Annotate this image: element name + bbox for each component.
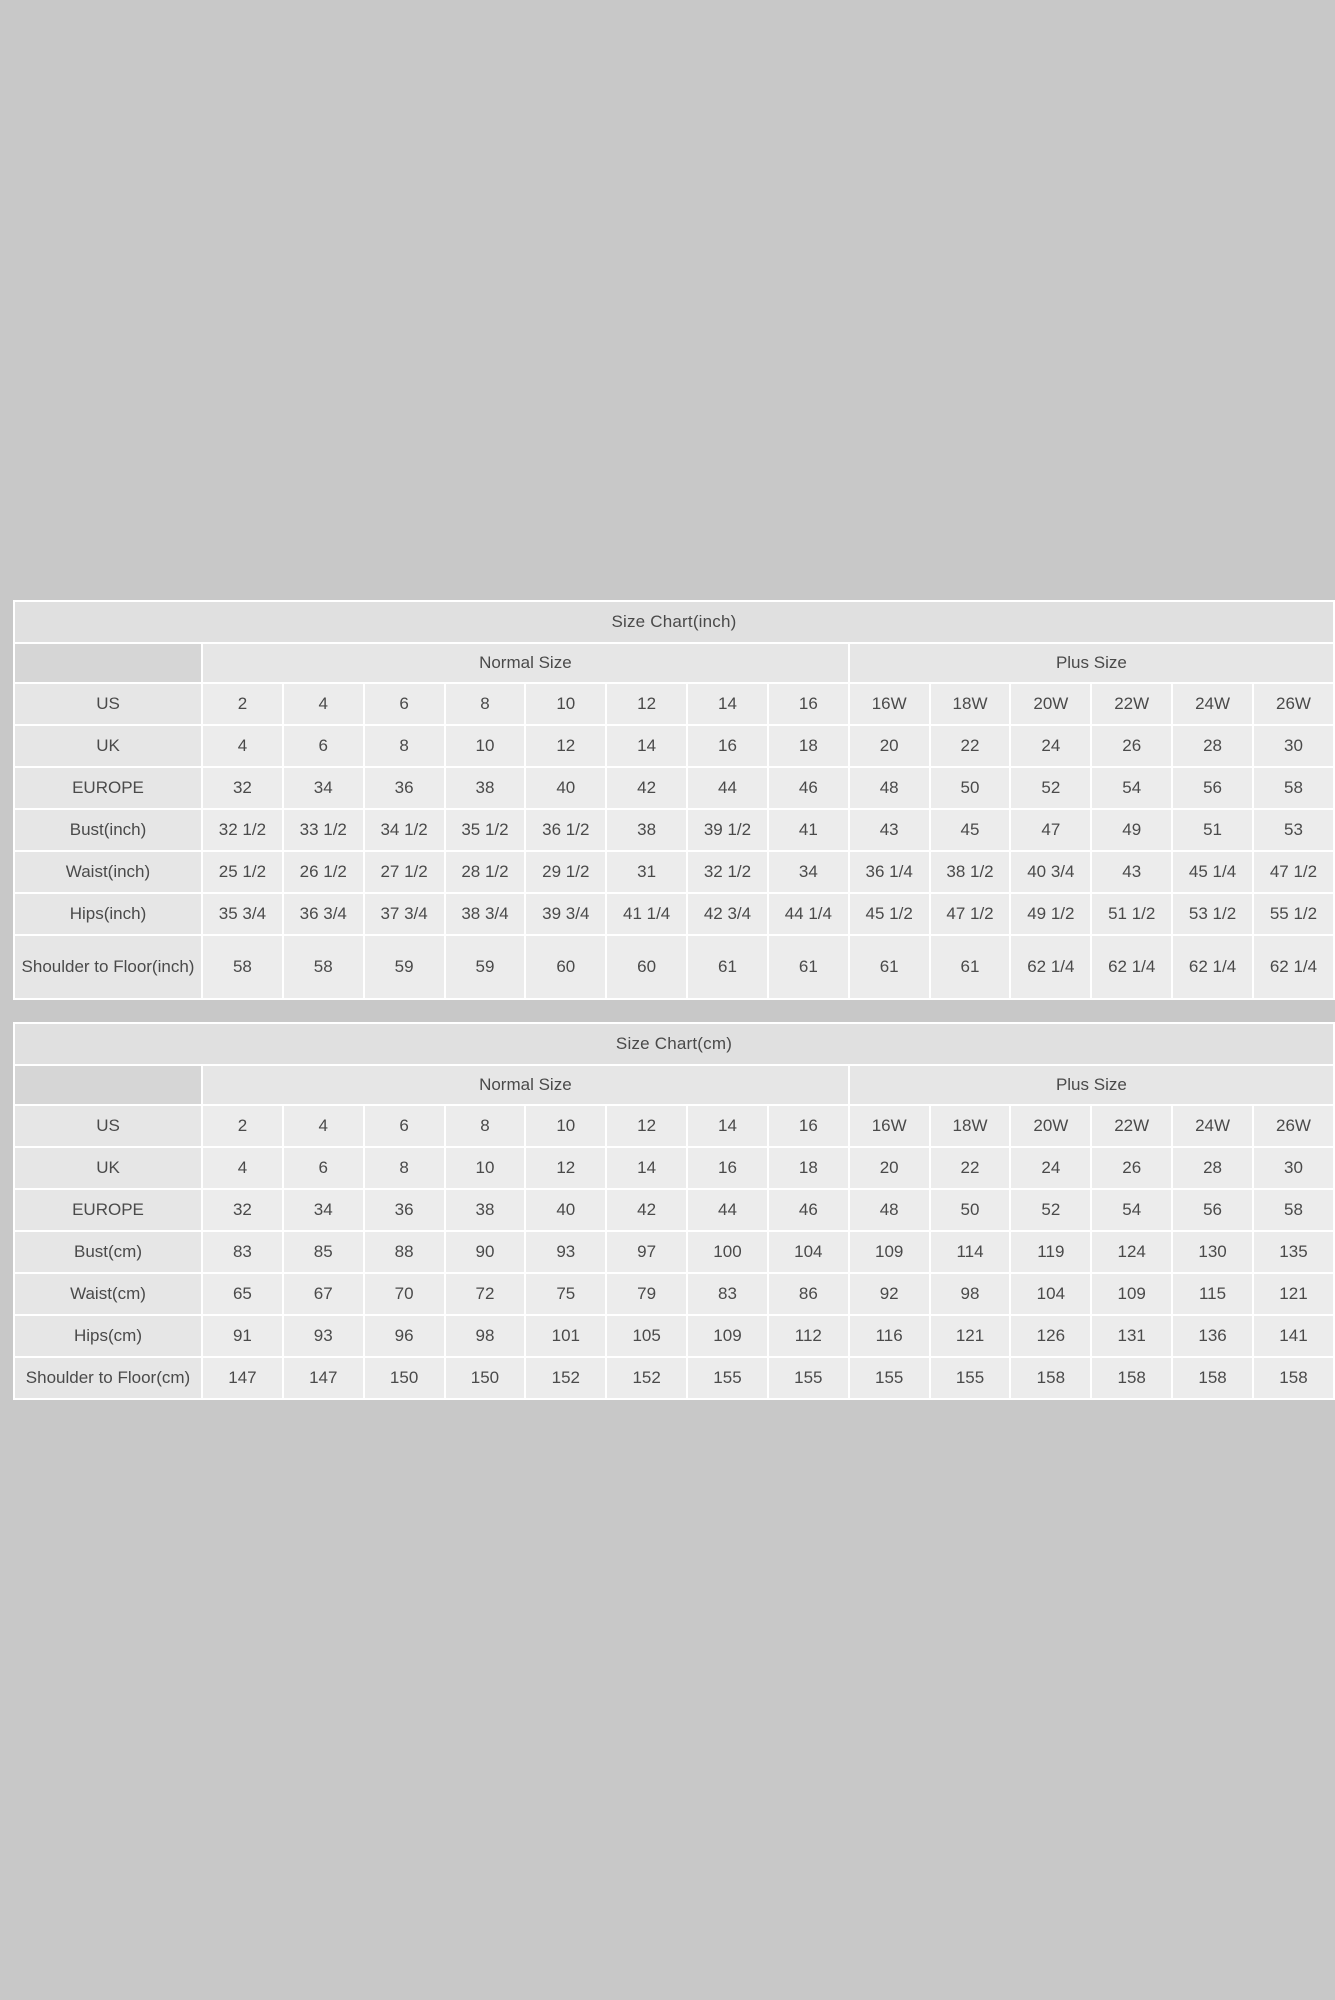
cell: 58 <box>1253 767 1334 809</box>
row-label-europe: EUROPE <box>14 1189 202 1231</box>
cell: 59 <box>445 935 526 999</box>
cell: 101 <box>525 1315 606 1357</box>
cell: 141 <box>1253 1315 1334 1357</box>
cell: 16 <box>687 1147 768 1189</box>
cell: 34 1/2 <box>364 809 445 851</box>
cell: 20W <box>1010 683 1091 725</box>
cell: 158 <box>1172 1357 1253 1399</box>
row-label-uk: UK <box>14 1147 202 1189</box>
table-row <box>14 767 1334 809</box>
cell: 109 <box>1091 1273 1172 1315</box>
cell: 24W <box>1172 1105 1253 1147</box>
cell: 36 <box>364 767 445 809</box>
cell: 24W <box>1172 683 1253 725</box>
cell: 158 <box>1091 1357 1172 1399</box>
cell: 43 <box>849 809 930 851</box>
chart-title: Size Chart(cm) <box>14 1023 1334 1065</box>
cell: 98 <box>930 1273 1011 1315</box>
row-label-uk: UK <box>14 725 202 767</box>
cell: 86 <box>768 1273 849 1315</box>
cell: 8 <box>364 725 445 767</box>
cell: 36 <box>364 1189 445 1231</box>
cell: 44 <box>687 767 768 809</box>
cell: 51 <box>1172 809 1253 851</box>
cell: 8 <box>364 1147 445 1189</box>
cell: 83 <box>687 1273 768 1315</box>
cell: 16W <box>849 683 930 725</box>
cell: 38 <box>445 767 526 809</box>
cell: 70 <box>364 1273 445 1315</box>
chart-title: Size Chart(inch) <box>14 601 1334 643</box>
cell: 61 <box>849 935 930 999</box>
cell: 47 1/2 <box>1253 851 1334 893</box>
cell: 18 <box>768 1147 849 1189</box>
cell: 6 <box>283 1147 364 1189</box>
cell: 26W <box>1253 683 1334 725</box>
cell: 4 <box>283 683 364 725</box>
table-row <box>14 1273 1334 1315</box>
group-header-normal-size: Normal Size <box>202 1065 849 1105</box>
cell: 62 1/4 <box>1091 935 1172 999</box>
cell: 18W <box>930 1105 1011 1147</box>
cell: 62 1/4 <box>1010 935 1091 999</box>
cell: 155 <box>849 1357 930 1399</box>
cell: 28 1/2 <box>445 851 526 893</box>
cell: 114 <box>930 1231 1011 1273</box>
cell: 150 <box>445 1357 526 1399</box>
cell: 61 <box>930 935 1011 999</box>
cell: 47 <box>1010 809 1091 851</box>
cell: 85 <box>283 1231 364 1273</box>
table-row <box>14 683 1334 725</box>
chart-separator <box>13 1000 1335 1022</box>
cell: 46 <box>768 767 849 809</box>
row-label-bust: Bust(inch) <box>14 809 202 851</box>
cell: 158 <box>1010 1357 1091 1399</box>
cell: 22W <box>1091 1105 1172 1147</box>
cell: 36 1/4 <box>849 851 930 893</box>
cell: 48 <box>849 1189 930 1231</box>
cell: 16 <box>768 683 849 725</box>
cell: 32 1/2 <box>202 809 283 851</box>
cell: 10 <box>525 683 606 725</box>
cell: 109 <box>687 1315 768 1357</box>
cell: 26 1/2 <box>283 851 364 893</box>
cell: 93 <box>525 1231 606 1273</box>
cell: 58 <box>202 935 283 999</box>
cell: 93 <box>283 1315 364 1357</box>
cell: 42 3/4 <box>687 893 768 935</box>
cell: 8 <box>445 1105 526 1147</box>
table-row <box>14 809 1334 851</box>
cell: 26 <box>1091 725 1172 767</box>
cell: 155 <box>930 1357 1011 1399</box>
cell: 36 1/2 <box>525 809 606 851</box>
cell: 46 <box>768 1189 849 1231</box>
cell: 112 <box>768 1315 849 1357</box>
row-label-shoulder-to-floor: Shoulder to Floor(cm) <box>14 1357 202 1399</box>
cell: 62 1/4 <box>1253 935 1334 999</box>
table-row <box>14 725 1334 767</box>
cell: 18 <box>768 725 849 767</box>
cell: 32 <box>202 1189 283 1231</box>
cell: 60 <box>525 935 606 999</box>
cell: 155 <box>768 1357 849 1399</box>
cell: 104 <box>768 1231 849 1273</box>
cell: 105 <box>606 1315 687 1357</box>
cell: 22 <box>930 725 1011 767</box>
cell: 38 <box>606 809 687 851</box>
cell: 47 1/2 <box>930 893 1011 935</box>
cell: 44 <box>687 1189 768 1231</box>
size-chart-cm-table <box>13 1022 1335 1400</box>
row-label-bust: Bust(cm) <box>14 1231 202 1273</box>
cell: 24 <box>1010 1147 1091 1189</box>
cell: 12 <box>525 725 606 767</box>
group-header-row <box>14 643 1334 683</box>
cell: 50 <box>930 1189 1011 1231</box>
cell: 98 <box>445 1315 526 1357</box>
row-label-hips: Hips(inch) <box>14 893 202 935</box>
table-row <box>14 1189 1334 1231</box>
cell: 67 <box>283 1273 364 1315</box>
group-header-normal-size: Normal Size <box>202 643 849 683</box>
cell: 56 <box>1172 1189 1253 1231</box>
cell: 62 1/4 <box>1172 935 1253 999</box>
cell: 104 <box>1010 1273 1091 1315</box>
cell: 14 <box>606 725 687 767</box>
cell: 121 <box>930 1315 1011 1357</box>
cell: 59 <box>364 935 445 999</box>
cell: 27 1/2 <box>364 851 445 893</box>
cell: 12 <box>606 1105 687 1147</box>
cell: 20 <box>849 725 930 767</box>
cell: 79 <box>606 1273 687 1315</box>
cell: 30 <box>1253 1147 1334 1189</box>
cell: 14 <box>687 683 768 725</box>
cell: 38 <box>445 1189 526 1231</box>
cell: 12 <box>606 683 687 725</box>
cell: 49 <box>1091 809 1172 851</box>
cell: 37 3/4 <box>364 893 445 935</box>
cell: 20 <box>849 1147 930 1189</box>
cell: 10 <box>445 725 526 767</box>
cell: 58 <box>1253 1189 1334 1231</box>
row-label-europe: EUROPE <box>14 767 202 809</box>
cell: 72 <box>445 1273 526 1315</box>
table-row <box>14 1147 1334 1189</box>
cell: 83 <box>202 1231 283 1273</box>
cell: 158 <box>1253 1357 1334 1399</box>
table-row <box>14 1231 1334 1273</box>
cell: 41 1/4 <box>606 893 687 935</box>
cell: 96 <box>364 1315 445 1357</box>
cell: 147 <box>283 1357 364 1399</box>
cell: 32 1/2 <box>687 851 768 893</box>
cell: 16 <box>768 1105 849 1147</box>
cell: 20W <box>1010 1105 1091 1147</box>
cell: 14 <box>687 1105 768 1147</box>
cell: 6 <box>283 725 364 767</box>
group-header-plus-size: Plus Size <box>849 1065 1334 1105</box>
cell: 39 1/2 <box>687 809 768 851</box>
size-chart-inch-table <box>13 600 1335 1000</box>
cell: 126 <box>1010 1315 1091 1357</box>
cell: 45 1/2 <box>849 893 930 935</box>
cell: 35 1/2 <box>445 809 526 851</box>
cell: 119 <box>1010 1231 1091 1273</box>
group-header-row <box>14 1065 1334 1105</box>
cell: 29 1/2 <box>525 851 606 893</box>
cell: 12 <box>525 1147 606 1189</box>
cell: 40 <box>525 1189 606 1231</box>
cell: 48 <box>849 767 930 809</box>
cell: 28 <box>1172 725 1253 767</box>
cell: 88 <box>364 1231 445 1273</box>
cell: 152 <box>606 1357 687 1399</box>
size-chart-inch <box>13 600 1335 1000</box>
group-header-blank <box>14 1065 202 1105</box>
row-label-waist: Waist(inch) <box>14 851 202 893</box>
cell: 135 <box>1253 1231 1334 1273</box>
table-row <box>14 1357 1334 1399</box>
cell: 45 <box>930 809 1011 851</box>
cell: 34 <box>283 1189 364 1231</box>
cell: 18W <box>930 683 1011 725</box>
cell: 8 <box>445 683 526 725</box>
cell: 60 <box>606 935 687 999</box>
cell: 16W <box>849 1105 930 1147</box>
cell: 4 <box>283 1105 364 1147</box>
cell: 53 1/2 <box>1172 893 1253 935</box>
cell: 6 <box>364 683 445 725</box>
cell: 45 1/4 <box>1172 851 1253 893</box>
cell: 52 <box>1010 767 1091 809</box>
cell: 36 3/4 <box>283 893 364 935</box>
cell: 34 <box>283 767 364 809</box>
table-row <box>14 1315 1334 1357</box>
cell: 39 3/4 <box>525 893 606 935</box>
cell: 61 <box>768 935 849 999</box>
cell: 75 <box>525 1273 606 1315</box>
cell: 51 1/2 <box>1091 893 1172 935</box>
cell: 42 <box>606 767 687 809</box>
cell: 41 <box>768 809 849 851</box>
cell: 34 <box>768 851 849 893</box>
cell: 90 <box>445 1231 526 1273</box>
cell: 100 <box>687 1231 768 1273</box>
cell: 10 <box>525 1105 606 1147</box>
table-row <box>14 893 1334 935</box>
cell: 35 3/4 <box>202 893 283 935</box>
row-label-hips: Hips(cm) <box>14 1315 202 1357</box>
cell: 4 <box>202 725 283 767</box>
cell: 2 <box>202 1105 283 1147</box>
cell: 10 <box>445 1147 526 1189</box>
table-title-row <box>14 1023 1334 1065</box>
cell: 49 1/2 <box>1010 893 1091 935</box>
row-label-shoulder-to-floor: Shoulder to Floor(inch) <box>14 935 202 999</box>
cell: 65 <box>202 1273 283 1315</box>
cell: 22 <box>930 1147 1011 1189</box>
row-label-us: US <box>14 1105 202 1147</box>
cell: 97 <box>606 1231 687 1273</box>
cell: 92 <box>849 1273 930 1315</box>
cell: 43 <box>1091 851 1172 893</box>
row-label-waist: Waist(cm) <box>14 1273 202 1315</box>
cell: 61 <box>687 935 768 999</box>
cell: 53 <box>1253 809 1334 851</box>
cell: 28 <box>1172 1147 1253 1189</box>
cell: 2 <box>202 683 283 725</box>
cell: 33 1/2 <box>283 809 364 851</box>
cell: 50 <box>930 767 1011 809</box>
cell: 6 <box>364 1105 445 1147</box>
size-chart-cm <box>13 1022 1335 1400</box>
cell: 136 <box>1172 1315 1253 1357</box>
cell: 56 <box>1172 767 1253 809</box>
cell: 58 <box>283 935 364 999</box>
cell: 147 <box>202 1357 283 1399</box>
cell: 54 <box>1091 767 1172 809</box>
cell: 152 <box>525 1357 606 1399</box>
cell: 16 <box>687 725 768 767</box>
cell: 121 <box>1253 1273 1334 1315</box>
cell: 40 3/4 <box>1010 851 1091 893</box>
cell: 26W <box>1253 1105 1334 1147</box>
cell: 22W <box>1091 683 1172 725</box>
cell: 115 <box>1172 1273 1253 1315</box>
cell: 91 <box>202 1315 283 1357</box>
cell: 26 <box>1091 1147 1172 1189</box>
cell: 44 1/4 <box>768 893 849 935</box>
cell: 116 <box>849 1315 930 1357</box>
cell: 42 <box>606 1189 687 1231</box>
table-row <box>14 935 1334 999</box>
cell: 31 <box>606 851 687 893</box>
cell: 155 <box>687 1357 768 1399</box>
cell: 52 <box>1010 1189 1091 1231</box>
cell: 24 <box>1010 725 1091 767</box>
cell: 32 <box>202 767 283 809</box>
group-header-blank <box>14 643 202 683</box>
table-row <box>14 851 1334 893</box>
cell: 40 <box>525 767 606 809</box>
table-title-row <box>14 601 1334 643</box>
cell: 131 <box>1091 1315 1172 1357</box>
row-label-us: US <box>14 683 202 725</box>
size-charts-container <box>13 600 1335 1400</box>
cell: 130 <box>1172 1231 1253 1273</box>
cell: 150 <box>364 1357 445 1399</box>
cell: 30 <box>1253 725 1334 767</box>
cell: 4 <box>202 1147 283 1189</box>
table-row <box>14 1105 1334 1147</box>
cell: 25 1/2 <box>202 851 283 893</box>
cell: 55 1/2 <box>1253 893 1334 935</box>
cell: 38 3/4 <box>445 893 526 935</box>
cell: 124 <box>1091 1231 1172 1273</box>
group-header-plus-size: Plus Size <box>849 643 1334 683</box>
cell: 109 <box>849 1231 930 1273</box>
cell: 38 1/2 <box>930 851 1011 893</box>
cell: 54 <box>1091 1189 1172 1231</box>
cell: 14 <box>606 1147 687 1189</box>
